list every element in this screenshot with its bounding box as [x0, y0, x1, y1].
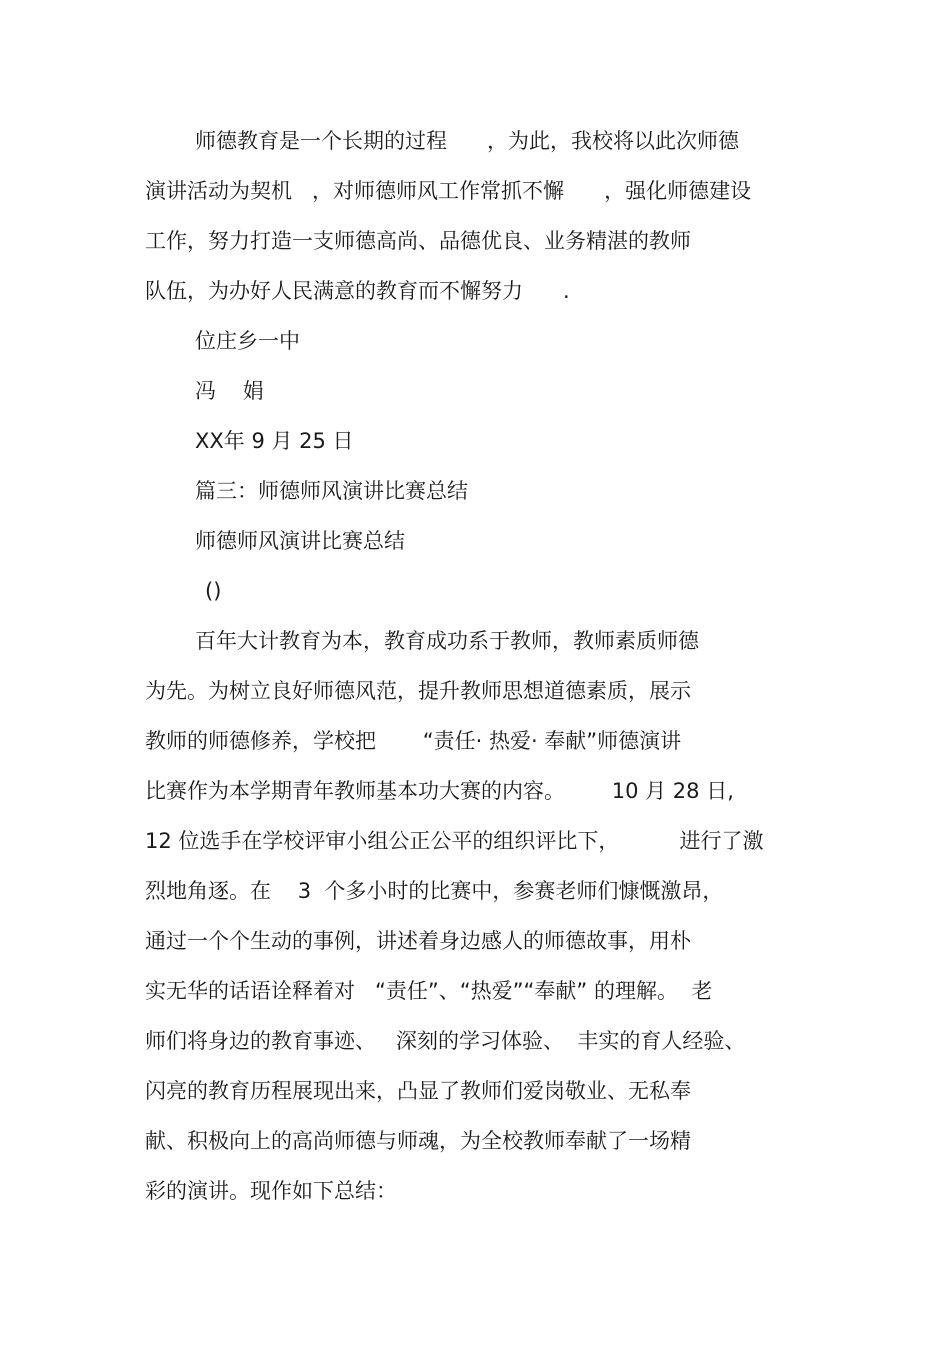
paragraph-line: 为先。为树立良好师德风范，提升教师思想道德素质，展示: [145, 679, 691, 703]
paragraph-line: 工作，努力打造一支师德高尚、品德优良、业务精湛的教师: [145, 229, 691, 253]
paragraph-line: 闪亮的教育历程展现出来，凸显了教师们爱岗敬业、无私奉: [145, 1079, 691, 1103]
paragraph-line: 献、积极向上的高尚师德与师魂，为全校教师奉献了一场精: [145, 1129, 691, 1153]
section-title: 师德师风演讲比赛总结: [195, 529, 405, 553]
paragraph-line: 百年大计教育为本，教育成功系于教师，教师素质师德: [195, 629, 699, 653]
parentheses-line: (): [205, 579, 222, 603]
section-heading: 篇三：师德师风演讲比赛总结: [195, 479, 468, 503]
paragraph-line: 比赛作为本学期青年教师基本功大赛的内容。 10 月 28 日,: [145, 779, 734, 803]
paragraph-line: 烈地角逐。在 3 个多小时的比赛中，参赛老师们慷慨激昂，: [145, 879, 724, 903]
paragraph-line: 教师的师德修养，学校把 “责任· 热爱· 奉献”师德演讲: [145, 729, 682, 753]
paragraph-line: 队伍，为办好人民满意的教育而不懈努力 .: [145, 279, 570, 303]
author-name: 冯 娟: [195, 379, 264, 403]
paragraph-line: 通过一个个生动的事例，讲述着身边感人的师德故事，用朴: [145, 929, 691, 953]
paragraph-line: 实无华的话语诠释着对 “责任”、“热爱”“奉献” 的理解。 老: [145, 979, 713, 1003]
paragraph-line: 师们将身边的教育事迹、 深刻的学习体验、 丰实的育人经验、: [145, 1029, 746, 1053]
paragraph-line: 彩的演讲。现作如下总结：: [145, 1179, 397, 1203]
paragraph-line: 演讲活动为契机 ，对师德师风工作常抓不懈 ，强化师德建设: [145, 179, 752, 203]
date-line: XX年 9 月 25 日: [195, 429, 354, 453]
school-name: 位庄乡一中: [195, 329, 300, 353]
paragraph-line: 师德教育是一个长期的过程 ，为此，我校将以此次师德: [195, 129, 740, 153]
paragraph-line: 12 位选手在学校评审小组公正公平的组织评比下， 进行了激: [145, 829, 764, 853]
